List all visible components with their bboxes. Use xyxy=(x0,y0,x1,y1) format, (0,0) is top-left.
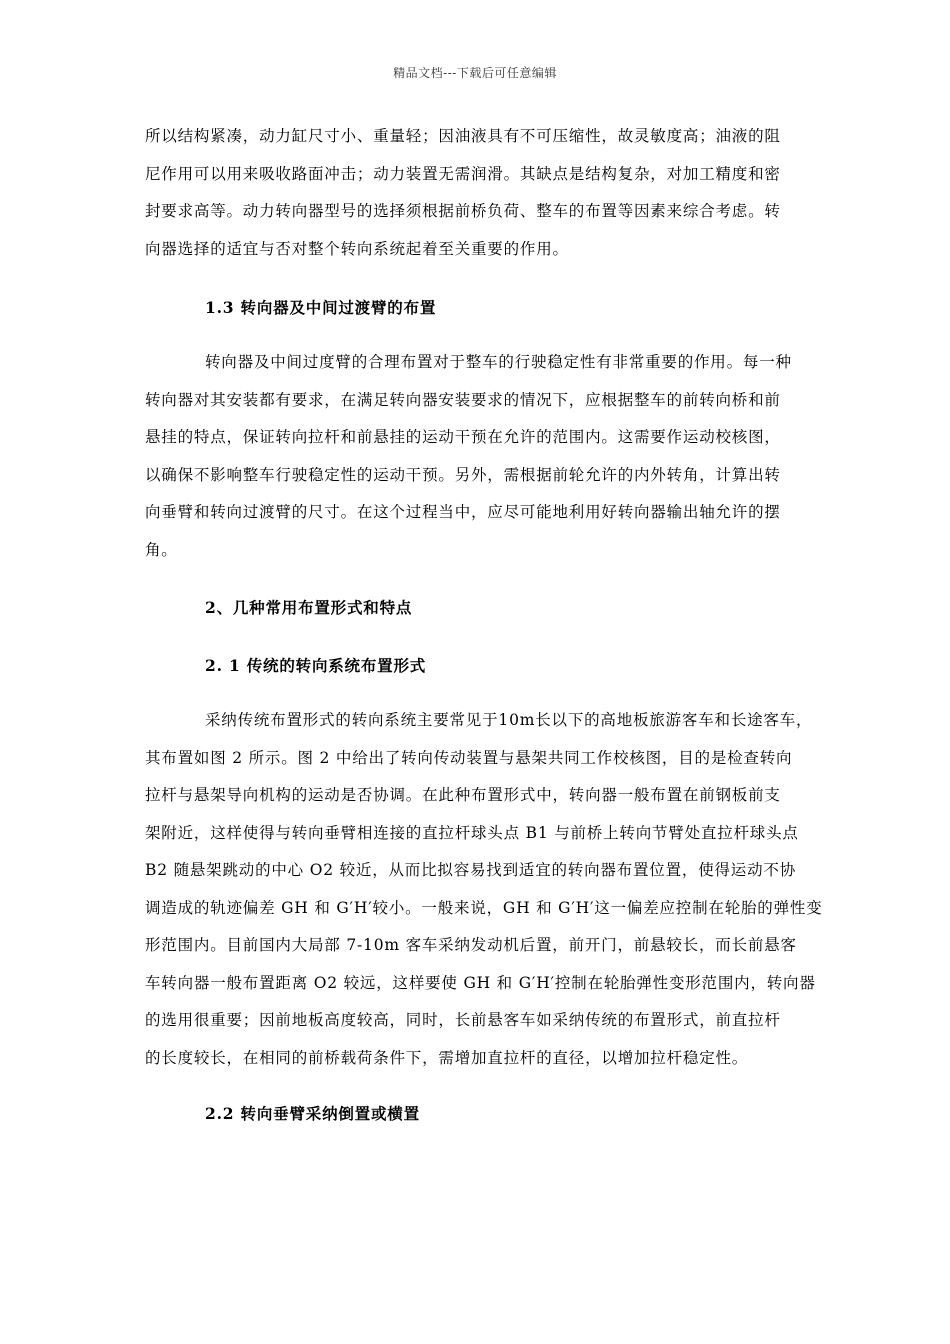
section-heading-2-2: 2.2 转向垂臂采纳倒置或横置 xyxy=(205,1104,420,1123)
page-header: 精品文档---下载后可任意编辑 xyxy=(393,66,557,80)
paragraph-line: 转向器及中间过度臂的合理布置对于整车的行驶稳定性有非常重要的作用。每一种 xyxy=(205,353,792,371)
paragraph-line: 以确保不影响整车行驶稳定性的运动干预。另外，需根据前轮允许的内外转角，计算出转 xyxy=(145,465,781,484)
paragraph-line: 其布置如图 2 所示。图 2 中给出了转向传动装置与悬架共同工作校核图，目的是检查转向 xyxy=(145,748,793,767)
paragraph-line: 调造成的轨迹偏差 GH 和 G′H′较小。一般来说，GH 和 G′H′这一偏差应控制在轮胎的弹性变 xyxy=(145,898,823,917)
section-heading-2-1: 2. 1 传统的转向系统布置形式 xyxy=(205,656,427,675)
paragraph-line: 尼作用可以用来吸收路面冲击；动力装置无需润滑。其缺点是结构复杂，对加工精度和密 xyxy=(145,164,781,183)
paragraph-line: 车转向器一般布置距离 O2 较远，这样要使 GH 和 G′H′控制在轮胎弹性变形范围内，转向器 xyxy=(145,973,816,992)
paragraph-line: 采纳传统布置形式的转向系统主要常见于10m长以下的高地板旅游客车和长途客车， xyxy=(205,711,813,729)
paragraph-1 xyxy=(145,118,805,268)
paragraph-line: 形范围内。目前国内大局部 7-10m 客车采纳发动机后置，前开门，前悬较长，而长前悬客 xyxy=(145,936,797,954)
paragraph-line: 的选用很重要；因前地板高度较高，同时，长前悬客车如采纳传统的布置形式，前直拉杆 xyxy=(145,1011,781,1029)
paragraph-line: 封要求高等。动力转向器型号的选择须根据前桥负荷、整车的布置等因素来综合考虑。转 xyxy=(145,202,781,220)
paragraph-3 xyxy=(145,702,823,1077)
paragraph-line: 拉杆与悬架导向机构的运动是否协调。在此种布置形式中，转向器一般布置在前钢板前支 xyxy=(145,786,781,804)
paragraph-line: 的长度较长，在相同的前桥载荷条件下，需增加直拉杆的直径，以增加拉杆稳定性。 xyxy=(145,1048,749,1067)
section-heading-2: 2、几种常用布置形式和特点 xyxy=(205,598,413,617)
paragraph-line: 悬挂的特点，保证转向拉杆和前悬挂的运动干预在允许的范围内。这需要作运动校核图， xyxy=(145,428,781,446)
paragraph-line: 转向器对其安装都有要求，在满足转向器安装要求的情况下，应根据整车的前转向桥和前 xyxy=(145,390,781,409)
paragraph-2 xyxy=(145,344,805,569)
section-heading-1-3: 1.3 转向器及中间过渡臂的布置 xyxy=(205,298,437,317)
paragraph-line: 架附近，这样使得与转向垂臂相连接的直拉杆球头点 B1 与前桥上转向节臂处直拉杆球头点 xyxy=(145,823,799,842)
paragraph-line: 角。 xyxy=(145,540,178,559)
paragraph-line: B2 随悬架跳动的中心 O2 较近，从而比拟容易找到适宜的转向器布置位置，使得运动不协 xyxy=(145,861,797,879)
paragraph-line: 向垂臂和转向过渡臂的尺寸。在这个过程当中，应尽可能地利用好转向器输出轴允许的摆 xyxy=(145,503,781,521)
paragraph-line: 所以结构紧凑，动力缸尺寸小、重量轻；因油液具有不可压缩性，故灵敏度高；油液的阻 xyxy=(145,127,781,145)
paragraph-line: 向器选择的适宜与否对整个转向系统起着至关重要的作用。 xyxy=(145,239,569,258)
